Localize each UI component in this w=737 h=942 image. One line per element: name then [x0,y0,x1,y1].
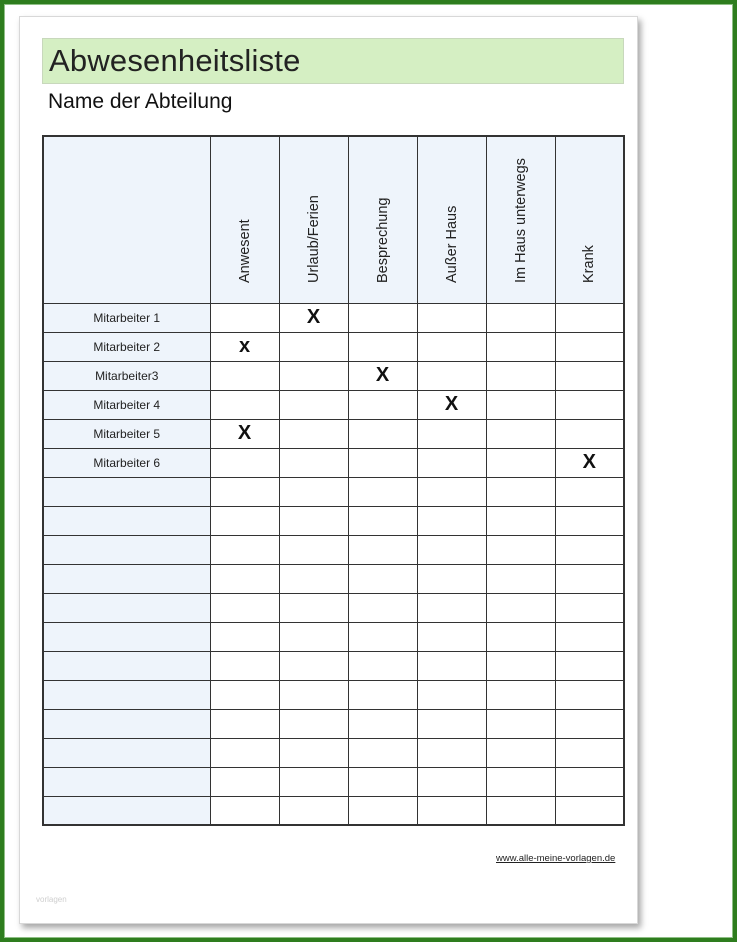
table-row [43,651,624,680]
table-row [43,767,624,796]
employee-name-cell[interactable] [43,738,210,767]
column-header [555,136,624,303]
employee-name-cell[interactable] [43,506,210,535]
status-cell[interactable] [555,390,624,419]
status-cell[interactable] [210,796,279,825]
status-cell[interactable] [486,535,555,564]
status-cell[interactable] [555,651,624,680]
status-cell[interactable] [210,535,279,564]
status-cell[interactable]: X [210,419,279,448]
status-cell[interactable] [486,593,555,622]
status-cell[interactable] [555,419,624,448]
title-bar [42,38,624,84]
status-cell[interactable] [348,796,417,825]
status-cell[interactable]: X [555,448,624,477]
status-cell[interactable] [279,477,348,506]
status-cell[interactable] [486,477,555,506]
column-header-label: Außer Haus [443,205,460,283]
status-cell[interactable] [417,564,486,593]
status-cell[interactable] [348,622,417,651]
status-cell[interactable] [486,390,555,419]
status-cell[interactable] [279,390,348,419]
employee-name-cell[interactable] [43,564,210,593]
table-row [43,448,624,477]
table-row [43,303,624,332]
employee-name-cell[interactable] [43,622,210,651]
status-cell[interactable] [417,332,486,361]
column-header [486,136,555,303]
table-row [43,332,624,361]
column-header-label: Urlaub/Ferien [305,194,322,283]
status-cell[interactable] [555,622,624,651]
employee-name-cell[interactable]: Mitarbeiter 5 [43,419,210,448]
status-cell[interactable] [555,593,624,622]
status-cell[interactable] [348,506,417,535]
table-row [43,709,624,738]
status-cell[interactable] [279,506,348,535]
table-row [43,419,624,448]
table-row [43,622,624,651]
employee-name-cell[interactable] [43,593,210,622]
status-cell[interactable] [486,332,555,361]
status-cell[interactable] [417,767,486,796]
status-cell[interactable] [417,506,486,535]
status-cell[interactable] [210,680,279,709]
status-cell[interactable] [348,448,417,477]
status-cell[interactable] [279,361,348,390]
status-cell[interactable] [279,796,348,825]
status-cell[interactable] [555,477,624,506]
column-header-label: Anwesent [236,218,253,283]
status-cell[interactable] [417,651,486,680]
status-cell[interactable] [417,593,486,622]
column-header [348,136,417,303]
status-cell[interactable]: X [279,303,348,332]
status-cell[interactable] [210,390,279,419]
employee-name-cell[interactable]: Mitarbeiter 2 [43,332,210,361]
status-cell[interactable] [279,622,348,651]
status-cell[interactable] [210,767,279,796]
status-cell[interactable] [279,738,348,767]
status-cell[interactable] [417,477,486,506]
employee-name-cell[interactable]: Mitarbeiter 1 [43,303,210,332]
status-cell[interactable] [279,767,348,796]
corner-cell [43,136,210,303]
status-cell[interactable] [555,680,624,709]
status-cell[interactable] [348,332,417,361]
employee-name-cell[interactable] [43,767,210,796]
status-cell[interactable] [417,709,486,738]
status-cell[interactable] [210,709,279,738]
status-cell[interactable] [210,564,279,593]
absence-table [42,135,625,826]
status-cell[interactable] [348,390,417,419]
status-cell[interactable] [486,506,555,535]
table-row [43,535,624,564]
status-cell[interactable] [555,796,624,825]
status-cell[interactable] [555,767,624,796]
department-name: Name der Abteilung [48,90,233,113]
status-cell[interactable] [486,303,555,332]
status-cell[interactable] [417,680,486,709]
status-cell[interactable] [348,709,417,738]
status-cell[interactable] [348,419,417,448]
status-cell[interactable] [348,651,417,680]
column-header [417,136,486,303]
status-cell[interactable] [486,419,555,448]
page-title: Abwesenheitsliste [49,43,301,78]
status-cell[interactable] [555,303,624,332]
status-cell[interactable] [348,564,417,593]
status-cell[interactable] [417,535,486,564]
status-cell[interactable] [486,796,555,825]
status-cell[interactable] [279,651,348,680]
status-cell[interactable] [417,622,486,651]
status-cell[interactable] [486,680,555,709]
column-header-label: Im Haus unterwegs [512,157,529,283]
status-cell[interactable] [348,767,417,796]
status-cell[interactable] [348,303,417,332]
status-cell[interactable] [486,622,555,651]
status-cell[interactable] [486,738,555,767]
status-cell[interactable] [417,796,486,825]
status-cell[interactable] [210,448,279,477]
employee-name-cell[interactable]: Mitarbeiter 6 [43,448,210,477]
footer-link[interactable]: www.alle-meine-vorlagen.de [496,853,616,864]
table-row [43,506,624,535]
status-cell[interactable] [348,738,417,767]
table-row [43,390,624,419]
status-cell[interactable] [210,593,279,622]
employee-name-cell[interactable] [43,535,210,564]
status-cell[interactable]: X [417,390,486,419]
table-row [43,564,624,593]
status-cell[interactable] [210,303,279,332]
status-cell[interactable] [279,564,348,593]
status-cell[interactable] [279,709,348,738]
employee-name-cell[interactable] [43,680,210,709]
employee-name-cell[interactable]: Mitarbeiter3 [43,361,210,390]
status-cell[interactable] [417,448,486,477]
status-cell[interactable] [210,622,279,651]
watermark: vorlagen [36,895,67,904]
status-cell[interactable] [348,593,417,622]
status-cell[interactable] [555,564,624,593]
status-cell[interactable] [486,767,555,796]
status-cell[interactable] [486,448,555,477]
column-header [279,136,348,303]
status-cell[interactable] [486,651,555,680]
table-row [43,593,624,622]
status-cell[interactable] [486,709,555,738]
status-cell[interactable] [555,332,624,361]
status-cell[interactable] [417,419,486,448]
status-cell[interactable] [348,680,417,709]
status-cell[interactable] [210,738,279,767]
status-cell[interactable] [279,419,348,448]
status-cell[interactable] [486,361,555,390]
status-cell[interactable] [555,709,624,738]
column-header-label: Besprechung [374,197,391,283]
column-header-label: Krank [581,244,598,283]
header-row [43,136,624,303]
table-row [43,361,624,390]
status-cell[interactable] [348,535,417,564]
status-cell[interactable] [279,593,348,622]
status-cell[interactable] [210,651,279,680]
table-row [43,680,624,709]
status-cell[interactable] [417,738,486,767]
status-cell[interactable] [210,361,279,390]
status-cell[interactable] [486,564,555,593]
status-cell[interactable] [555,738,624,767]
status-cell[interactable] [210,477,279,506]
table-row [43,796,624,825]
table-row [43,477,624,506]
status-cell[interactable] [555,361,624,390]
status-cell[interactable] [279,680,348,709]
status-cell[interactable] [279,332,348,361]
employee-name-cell[interactable] [43,651,210,680]
employee-name-cell[interactable] [43,709,210,738]
status-cell[interactable]: x [210,332,279,361]
status-cell[interactable]: X [348,361,417,390]
column-header [210,136,279,303]
status-cell[interactable] [555,535,624,564]
status-cell[interactable] [348,477,417,506]
employee-name-cell[interactable]: Mitarbeiter 4 [43,390,210,419]
employee-name-cell[interactable] [43,796,210,825]
status-cell[interactable] [210,506,279,535]
status-cell[interactable] [555,506,624,535]
table-row [43,738,624,767]
status-cell[interactable] [417,361,486,390]
status-cell[interactable] [417,303,486,332]
employee-name-cell[interactable] [43,477,210,506]
status-cell[interactable] [279,535,348,564]
status-cell[interactable] [279,448,348,477]
